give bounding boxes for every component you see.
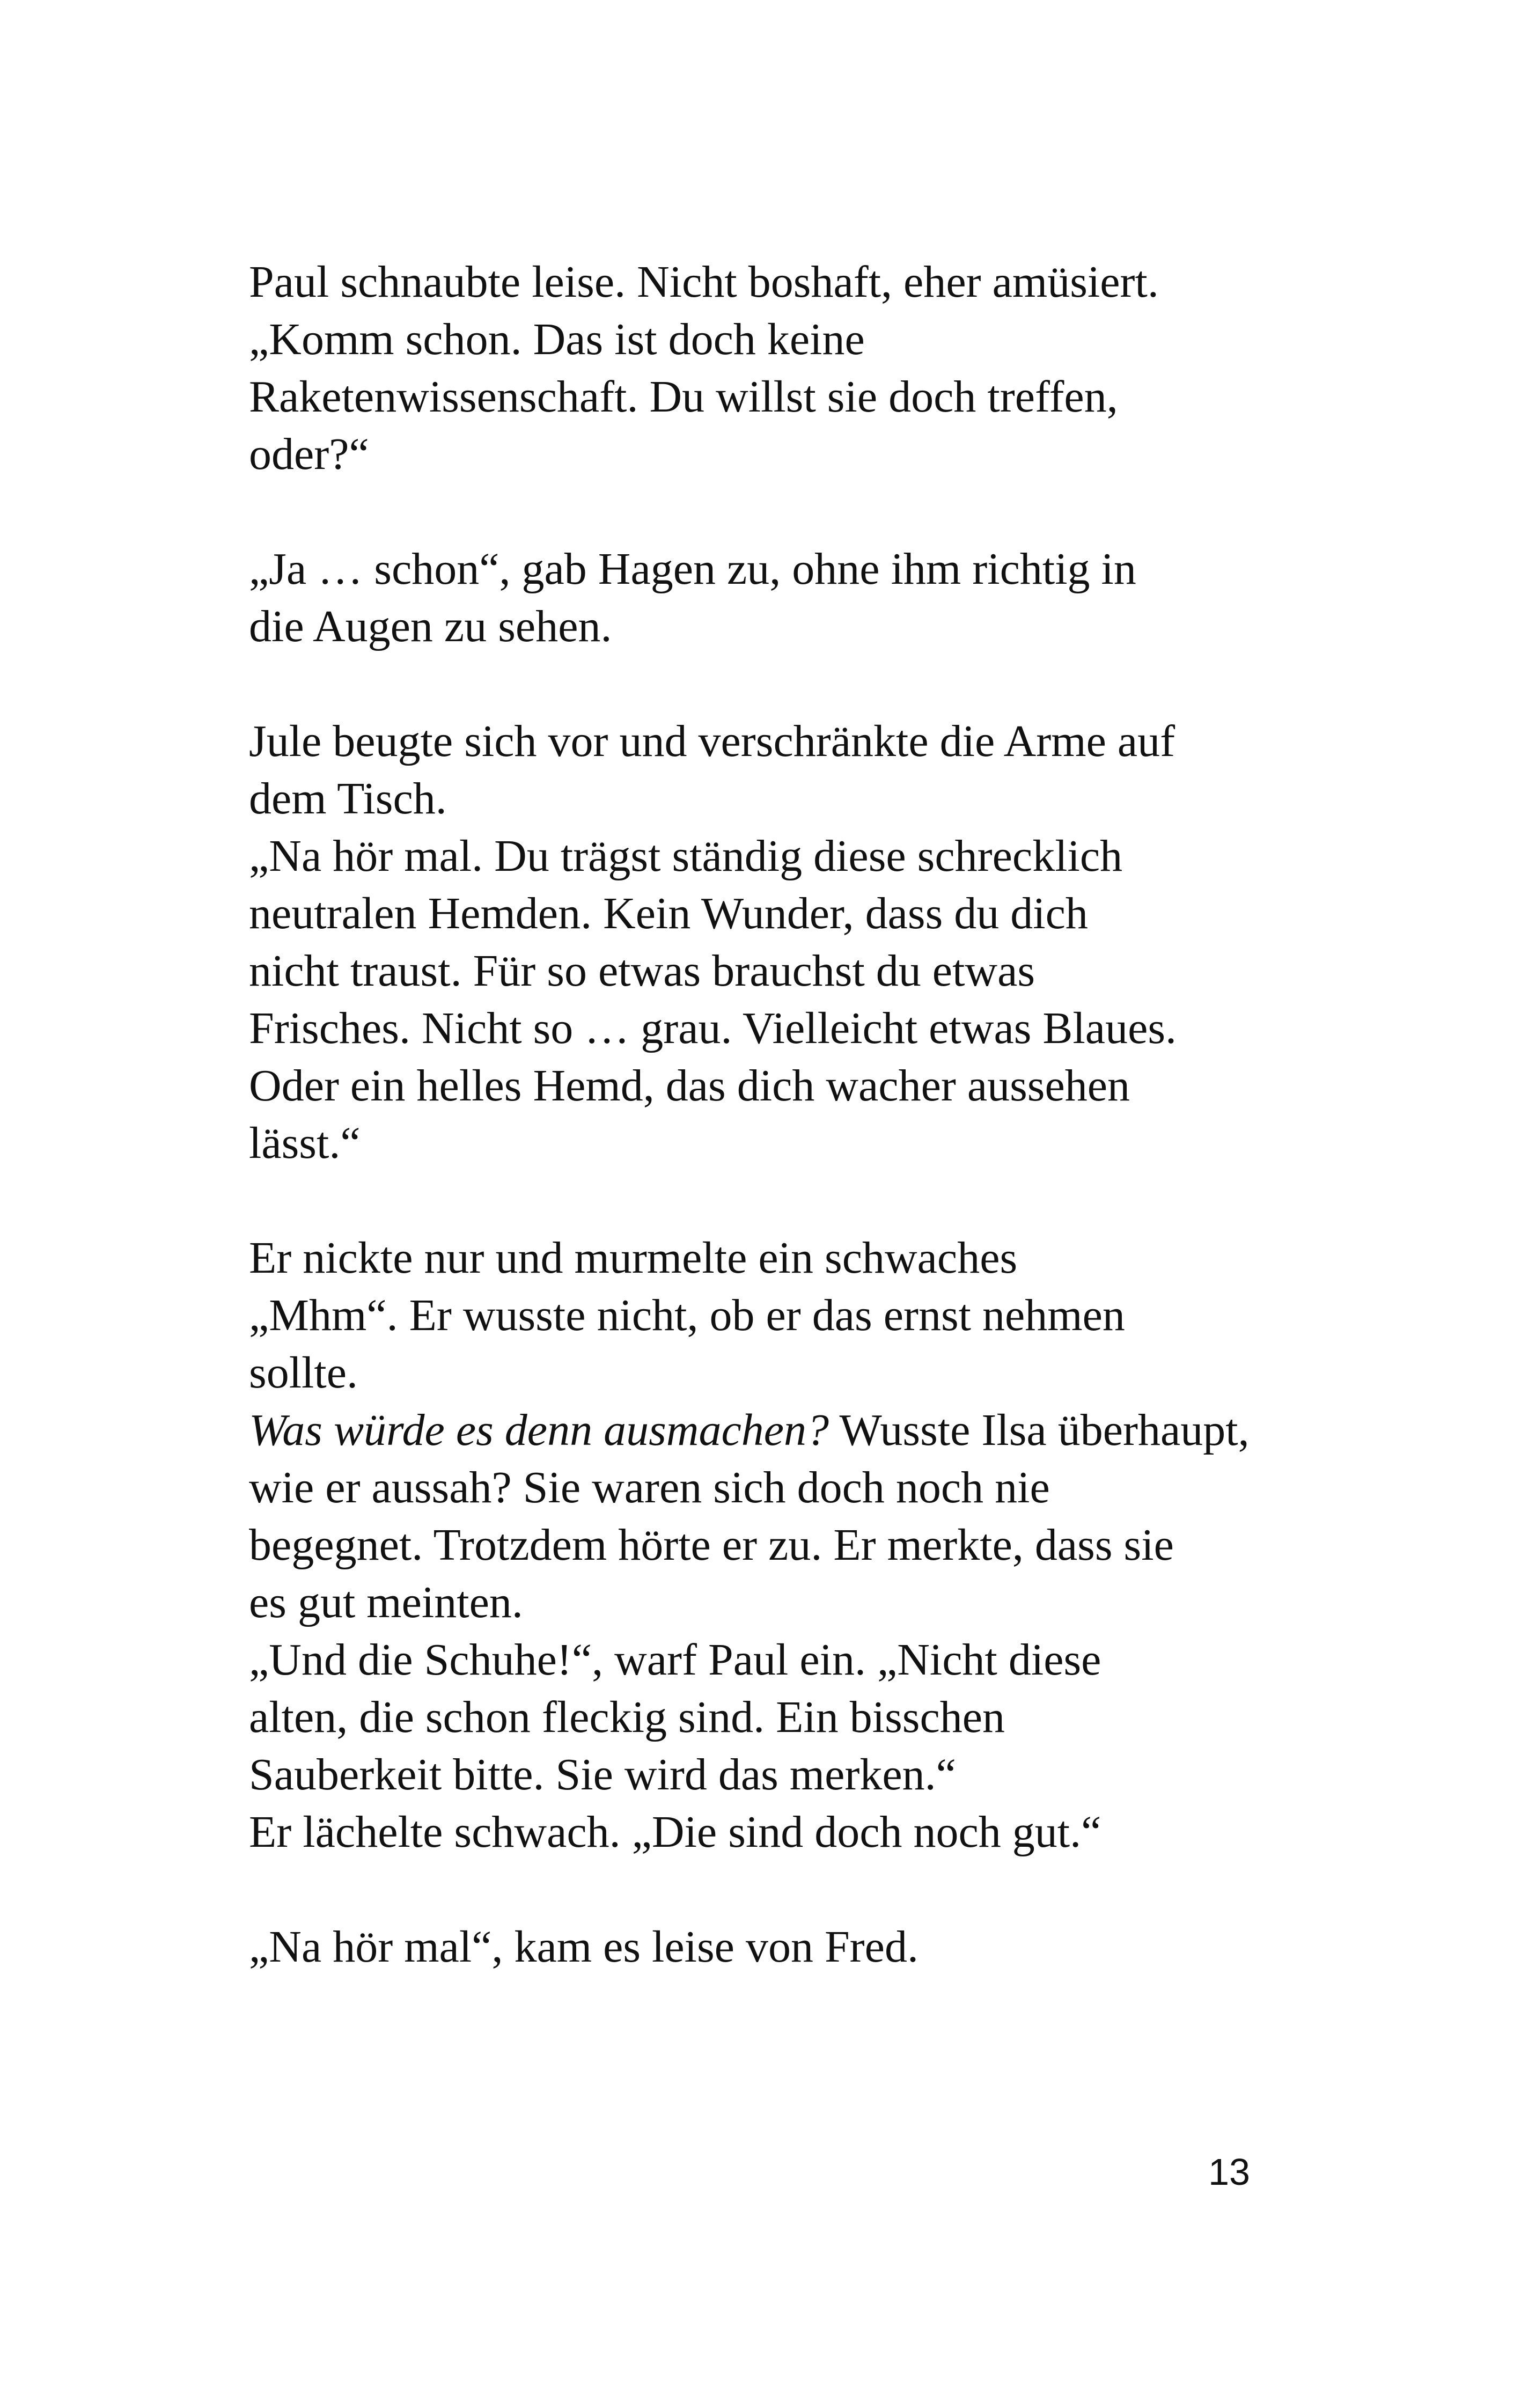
text-line: „Komm schon. Das ist doch keine xyxy=(249,314,865,364)
paragraph-gap xyxy=(249,1172,1300,1229)
text-line: „Na hör mal“, kam es leise von Fred. xyxy=(249,1922,919,1972)
text-line: lässt.“ xyxy=(249,1118,361,1168)
text-line: begegnet. Trotzdem hörte er zu. Er merkte, dass sie xyxy=(249,1520,1174,1570)
text-line: wie er aussah? Sie waren sich doch noch nie xyxy=(249,1463,1050,1513)
text-line: nicht traust. Für so etwas brauchst du etwas xyxy=(249,946,1035,996)
italic-thought: Was würde es denn ausmachen? xyxy=(249,1405,829,1455)
text-line: Sauberkeit bitte. Sie wird das merken.“ xyxy=(249,1750,956,1800)
text-line: Er lächelte schwach. „Die sind doch noch gut.“ xyxy=(249,1807,1101,1857)
paragraph-gap xyxy=(249,655,1300,713)
text-line: Raketenwissenschaft. Du willst sie doch treffen, xyxy=(249,372,1118,422)
page-number: 13 xyxy=(1208,2151,1250,2193)
paragraph-gap xyxy=(249,1861,1300,1918)
text-line: dem Tisch. xyxy=(249,774,447,824)
text-line: Frisches. Nicht so … grau. Vielleicht etwas Blaues. xyxy=(249,1003,1177,1053)
page-text xyxy=(249,253,1300,1976)
paragraph-2 xyxy=(249,540,1300,655)
paragraph-1 xyxy=(249,253,1300,483)
text-line: „Ja … schon“, gab Hagen zu, ohne ihm richtig in xyxy=(249,544,1136,594)
text-line: es gut meinten. xyxy=(249,1577,523,1627)
text-line: neutralen Hemden. Kein Wunder, dass du dich xyxy=(249,889,1088,938)
text-line: Paul schnaubte leise. Nicht boshaft, eher amüsiert. xyxy=(249,257,1159,307)
text-line: „Und die Schuhe!“, warf Paul ein. „Nicht diese xyxy=(249,1635,1101,1685)
text-line: oder?“ xyxy=(249,429,369,479)
paragraph-4 xyxy=(249,1229,1300,1861)
text-run: Wusste Ilsa überhaupt, xyxy=(829,1405,1250,1455)
paragraph-gap xyxy=(249,483,1300,540)
text-line: Jule beugte sich vor und verschränkte die Arme auf xyxy=(249,716,1175,766)
text-line: alten, die schon fleckig sind. Ein bisschen xyxy=(249,1692,1005,1742)
text-line: „Na hör mal. Du trägst ständig diese schrecklich xyxy=(249,831,1123,881)
paragraph-5 xyxy=(249,1918,1300,1976)
paragraph-3 xyxy=(249,713,1300,1172)
text-line: sollte. xyxy=(249,1348,358,1398)
text-line: Oder ein helles Hemd, das dich wacher aussehen xyxy=(249,1061,1130,1111)
text-line: Er nickte nur und murmelte ein schwaches xyxy=(249,1233,1018,1283)
text-line: „Mhm“. Er wusste nicht, ob er das ernst nehmen xyxy=(249,1290,1125,1340)
text-line: die Augen zu sehen. xyxy=(249,601,612,651)
text-line-mixed xyxy=(249,1401,1300,1459)
